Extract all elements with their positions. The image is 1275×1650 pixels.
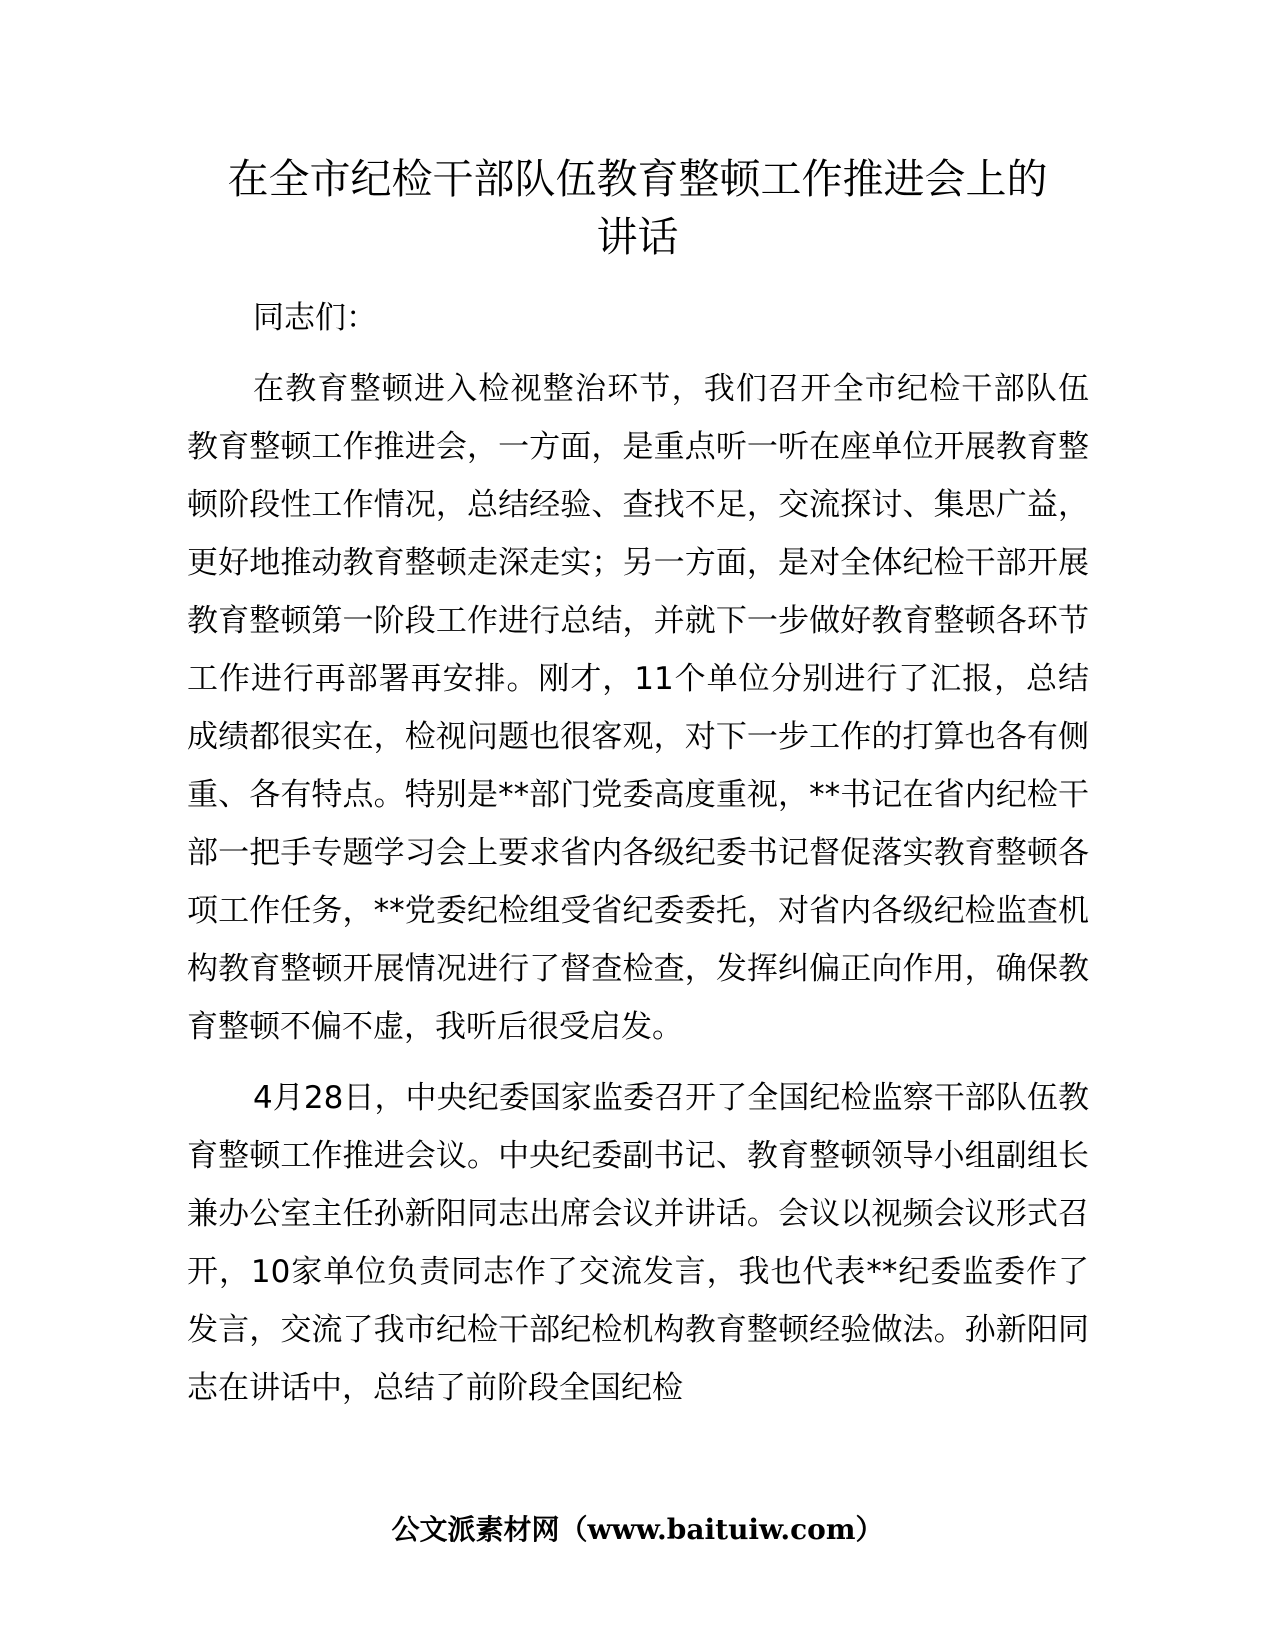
document-body [187, 289, 1089, 1430]
greeting: 同志们： [253, 300, 377, 336]
title-line-1: 在全市纪检干部队伍教育整顿工作推进会上的 [227, 155, 1048, 203]
paragraph-2: 4月28日，中央纪委国家监委召开了全国纪检监察干部队伍教育整顿工作推进会议。中央纪委副书记、教育整顿领导小组副组长兼办公室主任孙新阳同志出席会议并讲话。会议以视频会议形式召开，10家单位负责同志作了交流发言，我也代表**纪委监委作了发言，交流了我市纪检干部纪检机构教育整顿经验做法。孙新阳同志在讲话中，总结了前阶段全国纪检 [187, 1080, 1089, 1406]
paragraph-1: 在教育整顿进入检视整治环节，我们召开全市纪检干部队伍教育整顿工作推进会，一方面，是重点听一听在座单位开展教育整顿阶段性工作情况，总结经验、查找不足，交流探讨、集思广益，更好地推动教育整顿走深走实；另一方面，是对全体纪检干部开展教育整顿第一阶段工作进行总结，并就下一步做好教育整顿各环节工作进行再部署再安排。刚才，11个单位分别进行了汇报，总结成绩都很实在，检视问题也很客观，对下一步工作的打算也各有侧重、各有特点。特别是**部门党委高度重视，**书记在省内纪检干部一把手专题学习会上要求省内各级纪委书记督促落实教育整顿各项工作任务，**党委纪检组受省纪委委托，对省内各级纪检监查机构教育整顿开展情况进行了督查检查，发挥纠偏正向作用，确保教育整顿不偏不虚，我听后很受启发。 [187, 371, 1089, 1045]
title-line-2: 讲话 [596, 213, 679, 261]
document-title [170, 150, 1105, 266]
footer-watermark: 公文派素材网（www.baituiw.com） [391, 1513, 884, 1546]
